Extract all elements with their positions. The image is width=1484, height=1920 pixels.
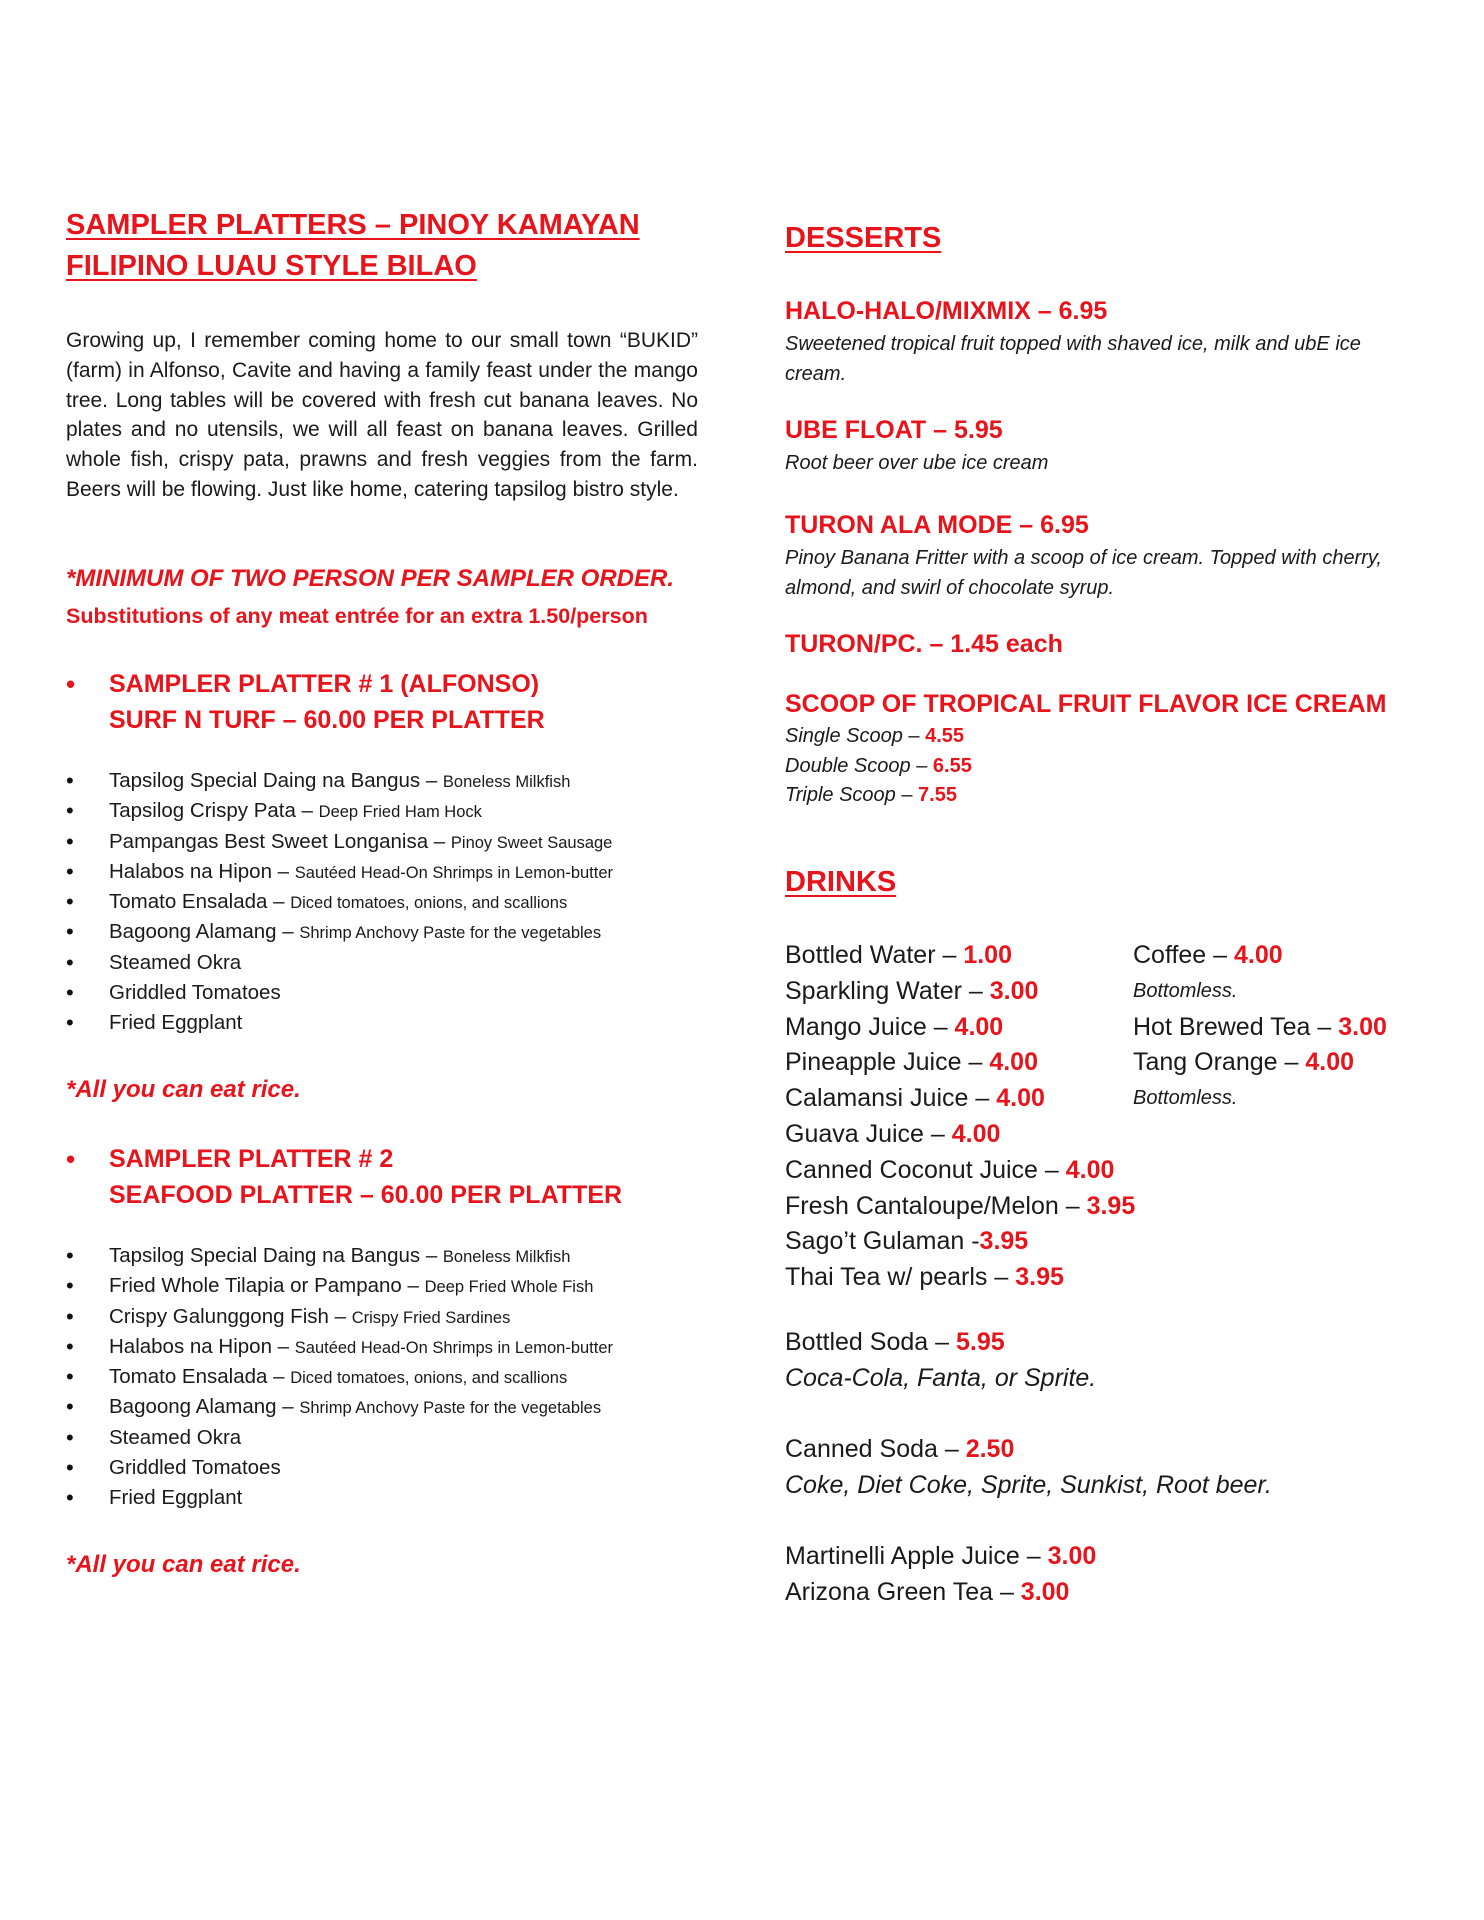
platter2-items <box>66 1241 726 1514</box>
platter1-heading <box>66 666 706 738</box>
tang-item: Tang Orange – 4.00 <box>1133 1048 1355 1077</box>
coffee-note: Bottomless. <box>1133 979 1238 1002</box>
drinks-heading: DRINKS <box>785 866 897 898</box>
turon-ala-mode-title: TURON ALA MODE – 6.95 <box>785 511 1089 539</box>
list-item: • Griddled Tomatoes <box>66 1453 726 1483</box>
list-item: Fresh Cantaloupe/Melon – 3.95 <box>785 1191 1136 1220</box>
platter1-title: SAMPLER PLATTER # 1 (ALFONSO) <box>109 670 540 698</box>
list-item: • Fried Eggplant <box>66 1483 726 1513</box>
list-item: • Tapsilog Crispy Pata – Deep Fried Ham Hock <box>66 796 726 826</box>
minimum-note: *MINIMUM OF TWO PERSON PER SAMPLER ORDER. <box>66 565 675 592</box>
drinks-list <box>785 938 1135 1296</box>
ice-cream-title: SCOOP OF TROPICAL FRUIT FLAVOR ICE CREAM <box>785 690 1387 718</box>
list-item: Thai Tea w/ pearls – 3.95 <box>785 1263 1064 1292</box>
list-item: • Steamed Okra <box>66 948 726 978</box>
list-item: Single Scoop – 4.55 <box>785 725 965 747</box>
list-item: Calamansi Juice – 4.00 <box>785 1084 1045 1113</box>
list-item: Canned Coconut Juice – 4.00 <box>785 1155 1115 1184</box>
ice-cream-scoops <box>785 722 972 811</box>
list-item: Bottled Water – 1.00 <box>785 941 1012 969</box>
halo-halo-desc: Sweetened tropical fruit topped with shaved ice, milk and ubE ice cream. <box>785 333 1361 385</box>
list-item: Double Scoop – 6.55 <box>785 754 972 777</box>
turon-ala-mode-desc: Pinoy Banana Fritter with a scoop of ice cream. Topped with cherry, almond, and swirl of chocolate syrup. <box>785 547 1382 599</box>
hot-drinks-list <box>1133 938 1387 1117</box>
platter1-price: SURF N TURF – 60.00 PER PLATTER <box>109 706 545 734</box>
bullet-icon: • <box>66 1144 76 1174</box>
martinelli-item: Martinelli Apple Juice – 3.00 <box>785 1542 1097 1570</box>
platter1-rice-note: *All you can eat rice. <box>66 1076 301 1103</box>
list-item: Triple Scoop – 7.55 <box>785 784 957 806</box>
list-item: • Pampangas Best Sweet Longanisa – Pinoy Sweet Sausage <box>66 827 726 857</box>
ube-float-title: UBE FLOAT – 5.95 <box>785 416 1003 444</box>
canned-soda-item: Canned Soda – 2.50 <box>785 1435 1015 1463</box>
list-item: • Griddled Tomatoes <box>66 978 726 1008</box>
sampler-heading-line2: FILIPINO LUAU STYLE BILAO <box>66 250 477 282</box>
desserts-heading: DESSERTS <box>785 222 942 254</box>
juice-tea-block <box>785 1539 1096 1611</box>
halo-halo-title: HALO-HALO/MIXMIX – 6.95 <box>785 297 1108 325</box>
platter2-heading <box>66 1141 706 1213</box>
sampler-heading <box>66 205 640 287</box>
turon-pc-title: TURON/PC. – 1.45 each <box>785 630 1063 658</box>
bottled-soda-item: Bottled Soda – 5.95 <box>785 1328 1005 1356</box>
bottled-soda-block <box>785 1325 1096 1397</box>
bullet-icon: • <box>66 669 76 699</box>
list-item: • Tapsilog Special Daing na Bangus – Boneless Milkfish <box>66 1241 726 1271</box>
list-item: • Bagoong Alamang – Shrimp Anchovy Paste for the vegetables <box>66 917 726 947</box>
tang-note: Bottomless. <box>1133 1087 1238 1110</box>
list-item: • Crispy Galunggong Fish – Crispy Fried Sardines <box>66 1302 726 1332</box>
list-item: • Fried Whole Tilapia or Pampano – Deep Fried Whole Fish <box>66 1271 726 1301</box>
list-item: Mango Juice – 4.00 <box>785 1012 1004 1041</box>
platter2-price: SEAFOOD PLATTER – 60.00 PER PLATTER <box>109 1181 623 1209</box>
canned-soda-options: Coke, Diet Coke, Sprite, Sunkist, Root beer. <box>785 1470 1272 1499</box>
list-item: • Halabos na Hipon – Sautéed Head-On Shrimps in Lemon-butter <box>66 857 726 887</box>
list-item: Sago’t Gulaman -3.95 <box>785 1227 1029 1256</box>
list-item: Guava Juice – 4.00 <box>785 1119 1001 1148</box>
arizona-item: Arizona Green Tea – 3.00 <box>785 1577 1070 1606</box>
list-item: • Steamed Okra <box>66 1423 726 1453</box>
bottled-soda-options: Coca-Cola, Fanta, or Sprite. <box>785 1363 1097 1392</box>
tea-item: Hot Brewed Tea – 3.00 <box>1133 1012 1387 1041</box>
list-item: • Halabos na Hipon – Sautéed Head-On Shrimps in Lemon-butter <box>66 1332 726 1362</box>
sampler-intro: Growing up, I remember coming home to our small town “BUKID” (farm) in Alfonso, Cavite and having a family feast under the mango tree. Long tables will be covered with fresh cut banana leaves. No plates and no utensils, we will all feast on banana leaves. Grilled whole fish, crispy pata, prawns and fresh veggies from the farm. Beers will be flowing. Just like home, catering tapsilog bistro style. <box>66 329 698 501</box>
canned-soda-block <box>785 1432 1272 1504</box>
sampler-heading-line1: SAMPLER PLATTERS – PINOY KAMAYAN <box>66 209 640 241</box>
list-item: • Tomato Ensalada – Diced tomatoes, onions, and scallions <box>66 1362 726 1392</box>
list-item: • Tomato Ensalada – Diced tomatoes, onions, and scallions <box>66 887 726 917</box>
list-item: • Bagoong Alamang – Shrimp Anchovy Paste for the vegetables <box>66 1392 726 1422</box>
ube-float-desc: Root beer over ube ice cream <box>785 452 1049 474</box>
list-item: Sparkling Water – 3.00 <box>785 976 1039 1005</box>
platter2-rice-note: *All you can eat rice. <box>66 1551 301 1578</box>
platter1-items <box>66 766 726 1039</box>
list-item: • Tapsilog Special Daing na Bangus – Boneless Milkfish <box>66 766 726 796</box>
platter2-title: SAMPLER PLATTER # 2 <box>109 1145 394 1173</box>
substitution-note: Substitutions of any meat entrée for an extra 1.50/person <box>66 604 648 628</box>
list-item: • Fried Eggplant <box>66 1008 726 1038</box>
coffee-item: Coffee – 4.00 <box>1133 941 1283 969</box>
list-item: Pineapple Juice – 4.00 <box>785 1048 1038 1077</box>
